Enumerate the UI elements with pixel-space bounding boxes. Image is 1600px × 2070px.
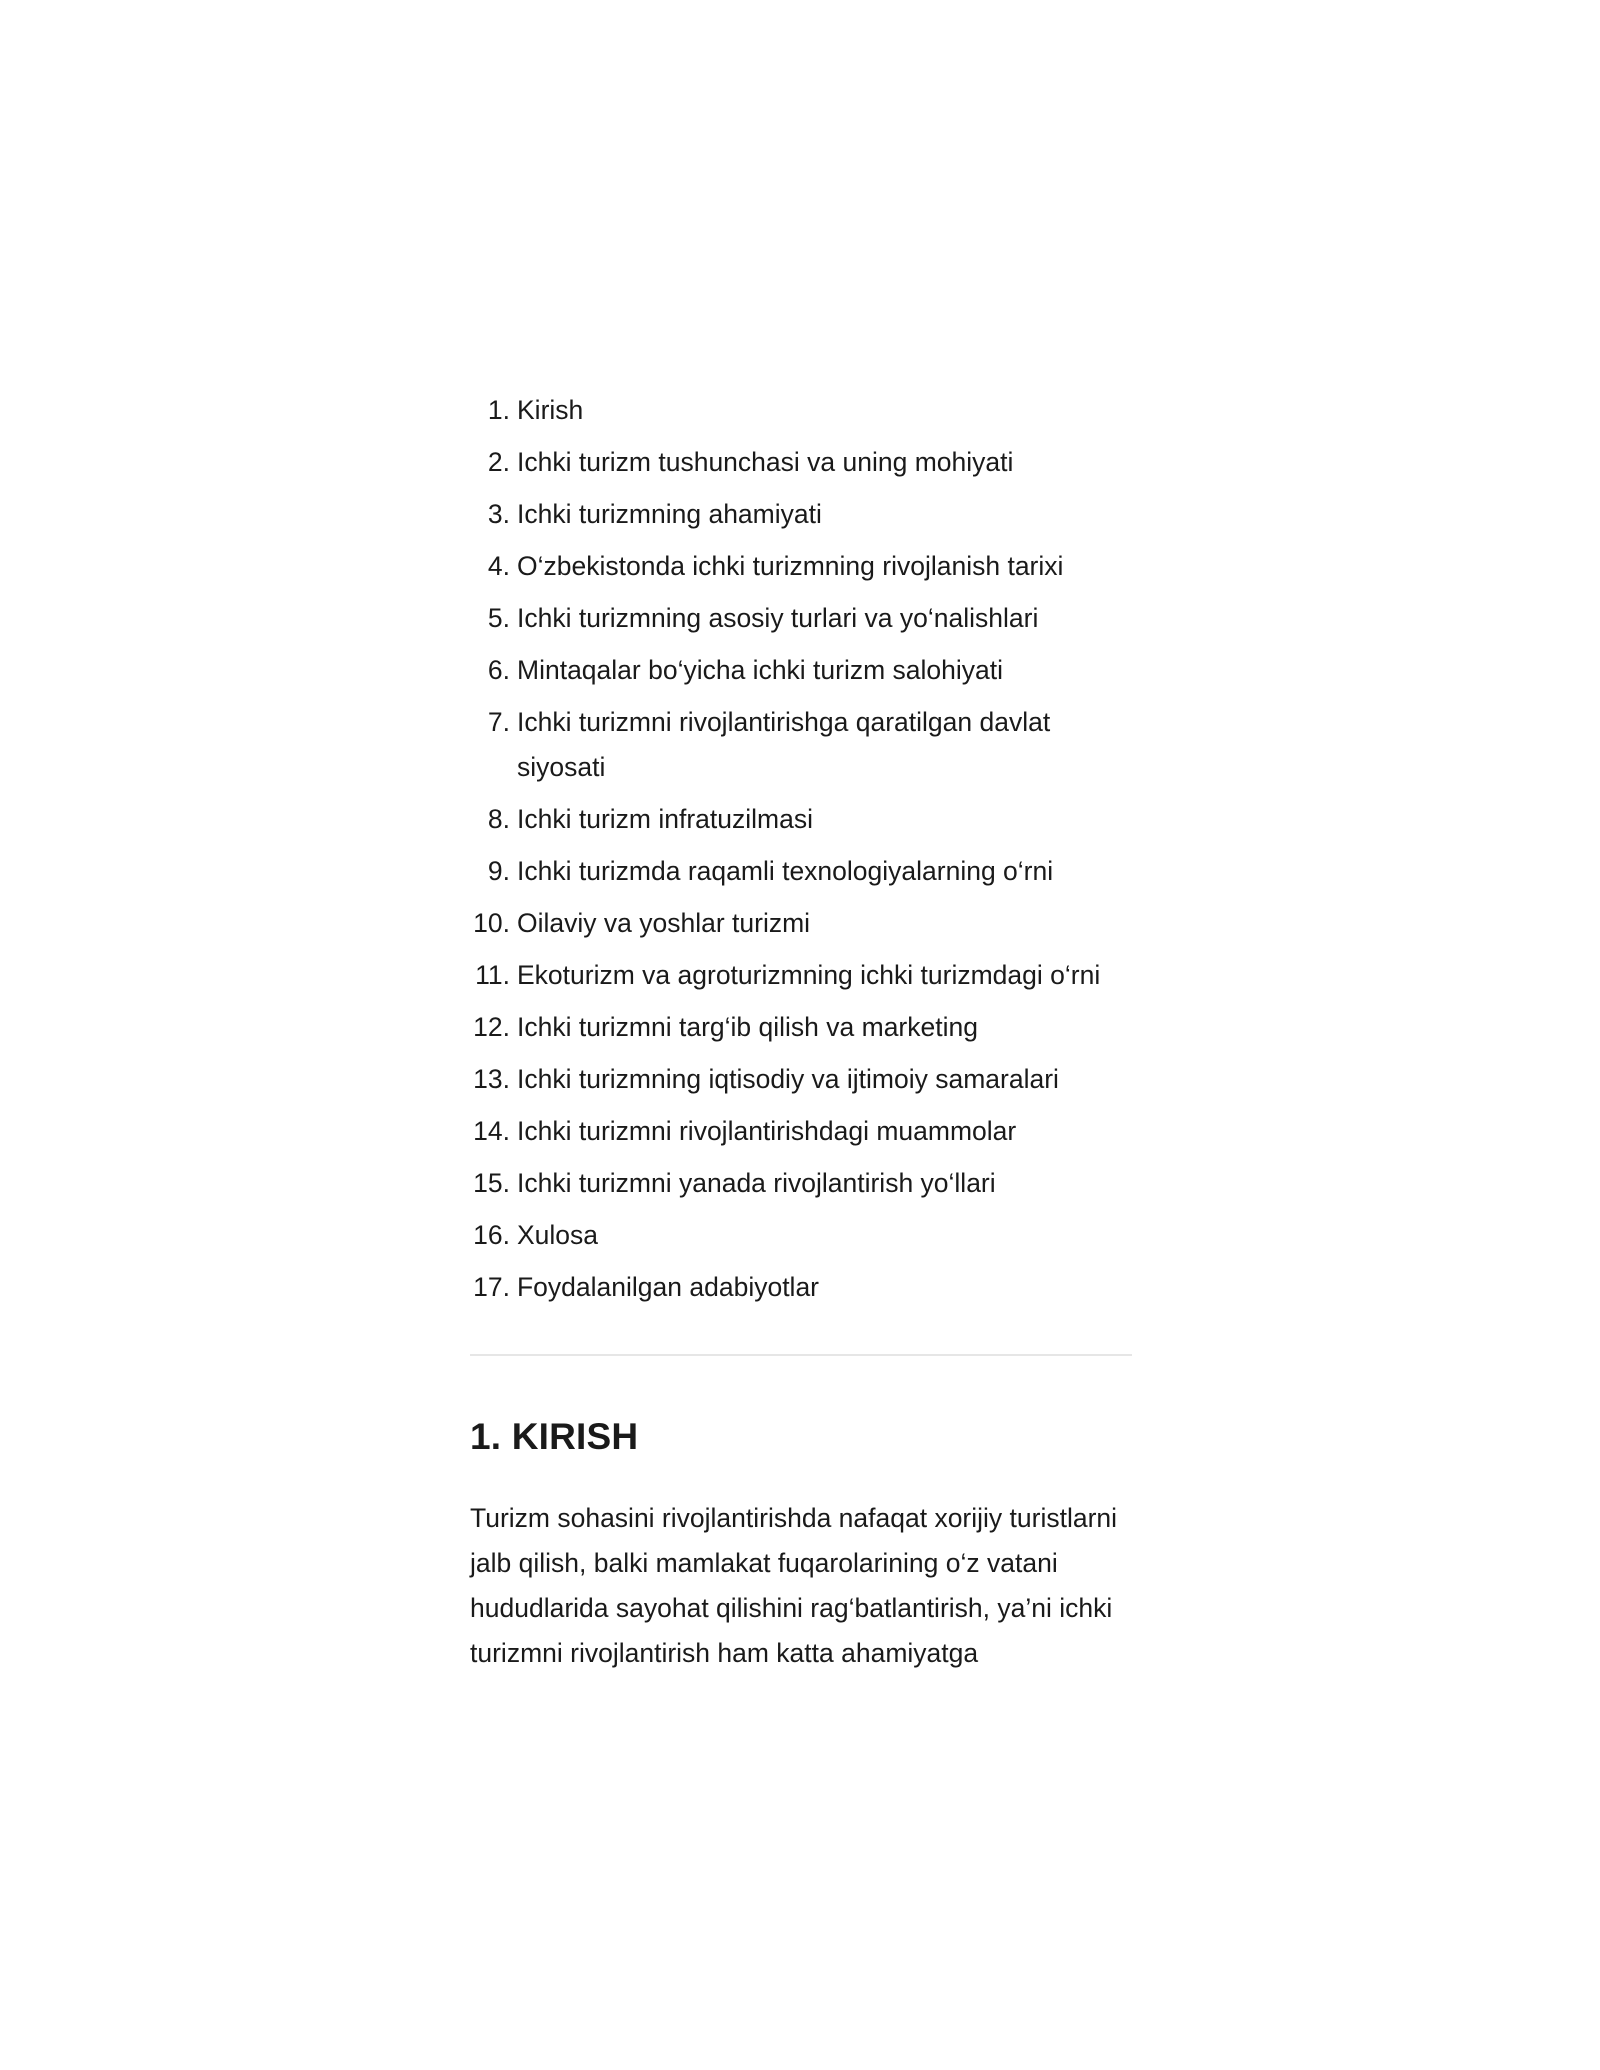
toc-item-number: 3. bbox=[487, 499, 510, 529]
toc-item-number: 6. bbox=[487, 655, 510, 685]
toc-item-number: 9. bbox=[487, 856, 510, 886]
toc-item[interactable] bbox=[470, 1161, 1132, 1206]
toc-item-label: Ichki turizmni yanada rivojlantirish yo‘llari bbox=[517, 1168, 996, 1198]
toc-item-label: Mintaqalar bo‘yicha ichki turizm salohiyati bbox=[517, 655, 1004, 685]
toc-item-label: Ichki turizm tushunchasi va uning mohiyati bbox=[517, 447, 1014, 477]
toc-item-number: 7. bbox=[487, 707, 510, 737]
toc-item[interactable] bbox=[470, 1005, 1132, 1050]
toc-item-label: Ekoturizm va agroturizmning ichki turizmdagi o‘rni bbox=[517, 960, 1101, 990]
body-paragraph: Turizm sohasini rivojlantirishda nafaqat xorijiy turistlarni jalb qilish, balki mamlakat fuqarolarining o‘z vatani hududlarida sayohat qilishini rag‘batlantirish, ya’ni ichki turizmni rivojlantirish ham katta ahamiyatga bbox=[470, 1503, 1118, 1668]
toc-item-label: Ichki turizm infratuzilmasi bbox=[517, 804, 813, 834]
toc-item[interactable] bbox=[470, 1109, 1132, 1154]
toc-item[interactable] bbox=[470, 901, 1132, 946]
section-heading: 1. KIRISH bbox=[470, 1416, 639, 1457]
toc-item[interactable] bbox=[470, 440, 1132, 485]
toc-item[interactable] bbox=[470, 492, 1132, 537]
toc-item-number: 15. bbox=[473, 1168, 510, 1198]
toc-item-number: 1. bbox=[487, 395, 510, 425]
toc-item-label: Foydalanilgan adabiyotlar bbox=[517, 1272, 820, 1302]
toc-item-number: 14. bbox=[473, 1116, 510, 1146]
toc-item-label: Xulosa bbox=[517, 1220, 599, 1250]
toc-item-number: 12. bbox=[473, 1012, 510, 1042]
toc-item-label: Ichki turizmda raqamli texnologiyalarning o‘rni bbox=[517, 856, 1054, 886]
toc-item[interactable] bbox=[470, 1057, 1132, 1102]
toc-item-label: O‘zbekistonda ichki turizmning rivojlanish tarixi bbox=[517, 551, 1064, 581]
toc-item-label: Ichki turizmni rivojlantirishga qaratilgan davlat siyosati bbox=[517, 707, 1051, 782]
toc-item-number: 10. bbox=[473, 908, 510, 938]
toc-item[interactable] bbox=[470, 388, 1132, 433]
toc-item-number: 13. bbox=[473, 1064, 510, 1094]
toc-item-number: 17. bbox=[473, 1272, 510, 1302]
toc-item-number: 8. bbox=[487, 804, 510, 834]
toc-item-label: Ichki turizmning iqtisodiy va ijtimoiy samaralari bbox=[517, 1064, 1059, 1094]
section-divider bbox=[470, 1354, 1132, 1356]
document-page bbox=[470, 388, 1132, 1676]
toc-item-label: Ichki turizmni rivojlantirishdagi muammolar bbox=[517, 1116, 1017, 1146]
toc-item[interactable] bbox=[470, 648, 1132, 693]
toc-item[interactable] bbox=[470, 849, 1132, 894]
table-of-contents bbox=[470, 388, 1132, 1310]
toc-item[interactable] bbox=[470, 700, 1132, 790]
toc-item-label: Ichki turizmning ahamiyati bbox=[517, 499, 822, 529]
toc-item-number: 4. bbox=[487, 551, 510, 581]
toc-item[interactable] bbox=[470, 1265, 1132, 1310]
toc-item-number: 2. bbox=[487, 447, 510, 477]
toc-item-number: 5. bbox=[487, 603, 510, 633]
toc-item-label: Ichki turizmni targ‘ib qilish va marketing bbox=[517, 1012, 978, 1042]
toc-item[interactable] bbox=[470, 596, 1132, 641]
toc-item[interactable] bbox=[470, 1213, 1132, 1258]
toc-item-number: 11. bbox=[475, 960, 510, 990]
toc-item-label: Ichki turizmning asosiy turlari va yo‘nalishlari bbox=[517, 603, 1039, 633]
toc-item-number: 16. bbox=[473, 1220, 510, 1250]
toc-item[interactable] bbox=[470, 797, 1132, 842]
toc-item[interactable] bbox=[470, 544, 1132, 589]
toc-item[interactable] bbox=[470, 953, 1132, 998]
toc-item-label: Oilaviy va yoshlar turizmi bbox=[517, 908, 811, 938]
toc-item-label: Kirish bbox=[517, 395, 584, 425]
